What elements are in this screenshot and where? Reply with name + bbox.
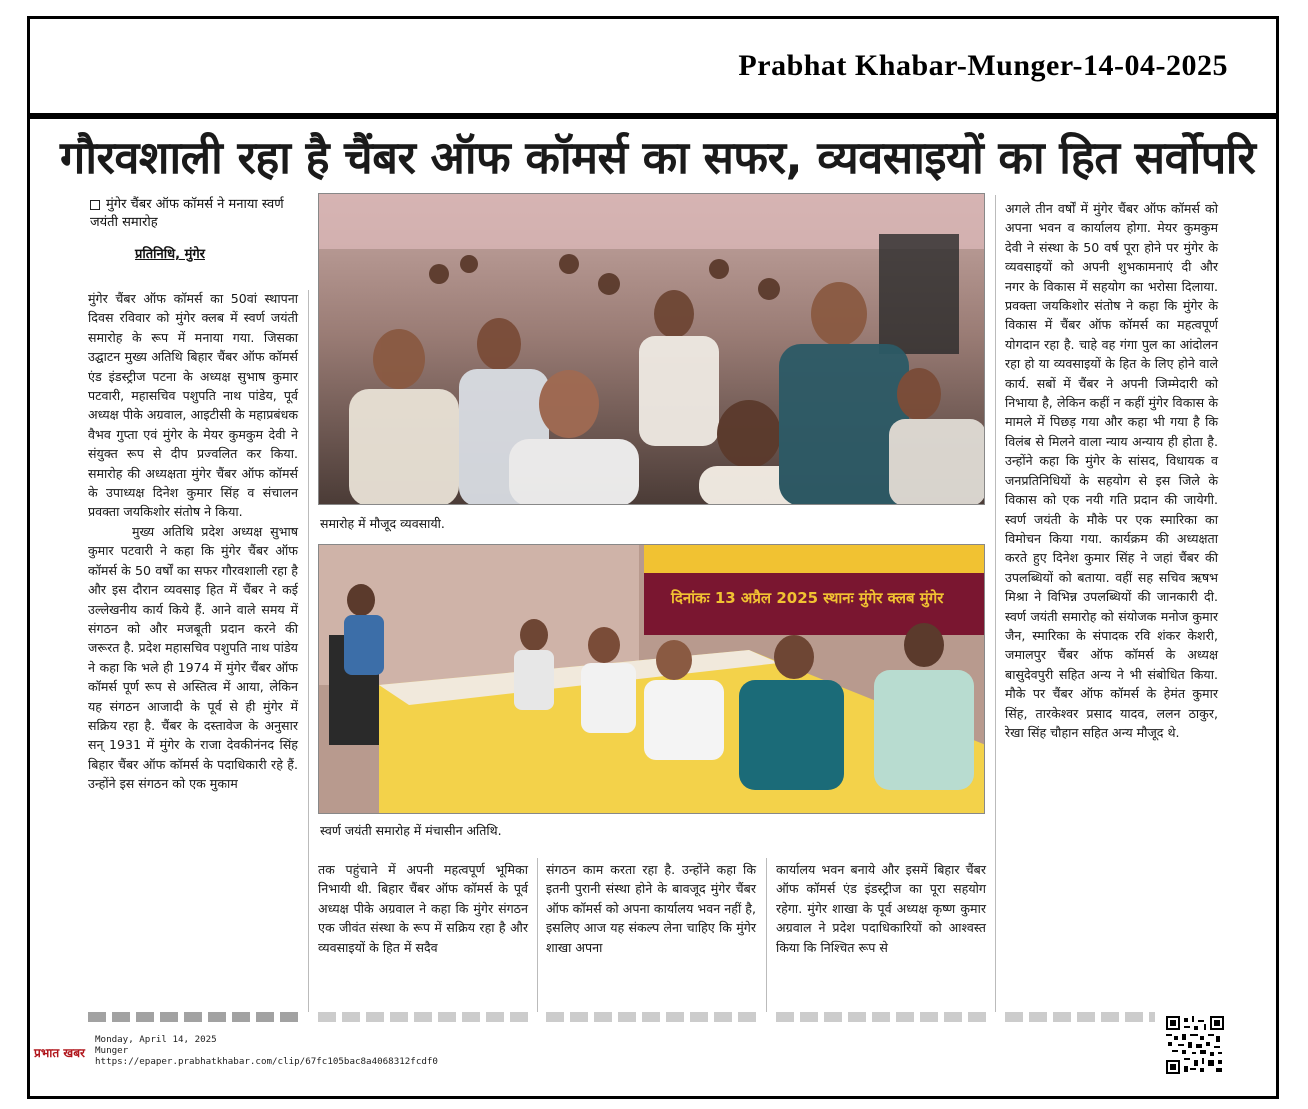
bottom-paragraph-3: कार्यालय भवन बनाये और इसमें बिहार चैंबर ऑफ कॉमर्स एंड इंडस्ट्रीज का पूरा सहयोग रहेगा. मुंगेर शाखा के पूर्व अध्यक्ष कृष्ण कुमार अग्रवाल ने प्रदेश पदाधिकारियों को आश्वस्त किया कि निश्चित रूप से — [776, 862, 986, 955]
clip-date: Monday, April 14, 2025 — [95, 1034, 217, 1045]
article-headline: गौरवशाली रहा है चैंबर ऑफ कॉमर्स का सफर, व्यवसाइयों का हित सर्वोपरि — [60, 131, 1256, 184]
clip-edition: Munger — [95, 1045, 129, 1056]
article-byline: प्रतिनिधि, मुंगेर — [135, 247, 205, 262]
left-paragraph-1: मुंगेर चैंबर ऑफ कॉमर्स का 50वां स्थापना दिवस रविवार को मुंगेर क्लब में स्वर्ण जयंती समारोह के रूप में मनाया गया. जिसका उद्घाटन मुख्य अतिथि बिहार चैंबर ऑफ कॉमर्स एंड इंडस्ट्रीज पटना के अध्यक्ष सुभाष कुमार पटवारी, महासचिव पशुपति नाथ पांडेय, पूर्व अध्यक्ष पीके अग्रवाल, आइटीसी के महाप्रबंधक वैभव गुप्ता एवं मुंगेर के मेयर कुमकुम देवी ने संयुक्त रूप से दीप प्रज्वलित कर किया. समारोह की अध्यक्षता मुंगेर चैंबर ऑफ कॉमर्स के उपाध्यक्ष दिनेश कुमार सिंह व संचालन प्रवक्ता जयकिशोर संतोष ने किया. — [88, 291, 298, 520]
photo-stage-caption: स्वर्ण जयंती समारोह में मंचासीन अतिथि. — [320, 823, 502, 838]
clipped-text-row-4 — [776, 1012, 986, 1022]
masthead — [27, 16, 1279, 119]
bottom-column-3 — [776, 860, 986, 957]
bottom-column-2 — [546, 860, 756, 957]
article-kicker — [90, 196, 305, 232]
photo-stage — [318, 544, 985, 814]
stage-banner-text: दिनांकः 13 अप्रैल 2025 स्थानः मुंगेर क्लब मुंगेर — [671, 589, 944, 607]
clipped-text-row-1 — [88, 1012, 298, 1022]
column-rule-2 — [995, 195, 996, 1012]
photo-audience-caption: समारोह में मौजूद व्यवसायी. — [320, 516, 445, 531]
prabhat-khabar-logo: प्रभात खबर — [34, 1046, 85, 1060]
bottom-paragraph-1: तक पहुंचाने में अपनी महत्वपूर्ण भूमिका निभायी थी. बिहार चैंबर ऑफ कॉमर्स के पूर्व अध्यक्ष पीके अग्रवाल ने कहा कि मुंगेर संगठन एक जीवंत संस्था के रूप में सक्रिय रहा है और व्यवसाइयों के हित में सदैव — [318, 862, 528, 955]
column-rule-3 — [537, 858, 538, 1012]
right-column — [1005, 199, 1218, 742]
qr-code-icon[interactable] — [1166, 1016, 1224, 1074]
photo-audience — [318, 193, 985, 505]
photo-stage-image — [319, 545, 985, 814]
clip-url[interactable]: https://epaper.prabhatkhabar.com/clip/67fc105bac8a4068312fcdf0 — [95, 1056, 438, 1067]
photo-audience-image — [319, 194, 985, 505]
kicker-text: मुंगेर चैंबर ऑफ कॉमर्स ने मनाया स्वर्ण जयंती समारोह — [90, 197, 284, 230]
right-paragraph: अगले तीन वर्षों में मुंगेर चैंबर ऑफ कॉमर्स को अपना भवन व कार्यालय होगा. मेयर कुमकुम देवी ने संस्था के 50 वर्ष पूरा होने पर मुंगेर के व्यवसाइयों को अपनी शुभकामनाएं दी और नगर के विकास में सहयोग का भरोसा दिलाया. प्रवक्ता जयकिशोर संतोष ने कहा कि मुंगेर के विकास में चैंबर ऑफ कॉमर्स का महत्वपूर्ण योगदान रहा है. चाहे वह गंगा पुल का आंदोलन रहा हो या व्यवसाइयों के हित के लिए होने वाले कार्य. सबों में चैंबर ने अपनी जिम्मेदारी को निभाया है, लेकिन कहीं न कहीं मुंगेर विकास के मामले में पिछड़ गया और कहा भी गया है कि विलंब से मिलने वाला न्याय अन्याय ही होता है. उन्होंने कहा कि मुंगेर के सांसद, विधायक व जनप्रतिनिधियों के सहयोग से इस जिले के विकास को एक नयी गति प्रदान की जायेगी. स्वर्ण जयंती के मौके पर एक स्मारिका का विमोचन किया गया. कार्यक्रम की अध्यक्षता करते हुए दिनेश कुमार सिंह ने जहां चैंबर की उपलब्धियों को बताया. वहीं सह सचिव ऋषभ मिश्रा ने विभिन्न उपलब्धियों की जानकारी दी. स्वर्ण जयंती समारोह को संयोजक मनोज कुमार जैन, स्मारिका के संपादक रवि शंकर केशरी, जमालपुर चैंबर ऑफ कॉमर्स के अध्यक्ष बासुदेवपुरी सहित अन्य ने भी संबोधित किया. मौके पर चैंबर ऑफ कॉमर्स के हेमंत कुमार सिंह, तारकेश्वर प्रसाद यादव, ललन ठाकुर, रेखा सिंह चौहान सहित अन्य मौजूद थे. — [1005, 201, 1218, 740]
clip-metadata — [95, 1034, 438, 1067]
left-column — [88, 289, 298, 794]
clipped-text-row-2 — [318, 1012, 528, 1022]
column-rule-1 — [308, 290, 309, 1012]
bottom-column-1 — [318, 860, 528, 957]
clipped-text-row-3 — [546, 1012, 756, 1022]
bottom-paragraph-2: संगठन काम करता रहा है. उन्होंने कहा कि इतनी पुरानी संस्था होने के बावजूद मुंगेर चैंबर ऑफ कॉमर्स को अपना कार्यालय भवन नहीं है, इसलिए आज यह संकल्प लेना चाहिए कि मुंगेर शाखा अपना — [546, 862, 756, 955]
clipped-text-row-5 — [1005, 1012, 1155, 1022]
left-paragraph-2: मुख्य अतिथि प्रदेश अध्यक्ष सुभाष कुमार पटवारी ने कहा कि मुंगेर चैंबर ऑफ कॉमर्स के 50 वर्षों का सफर गौरवशाली रहा है और इस दौरान व्यवसाइ हित में चैंबर ने कई उल्लेखनीय कार्य किये हैं. आने वाले समय में संगठन को और मजबूती प्रदान करने की जरूरत है. प्रदेश महासचिव पशुपति नाथ पांडेय ने कहा कि भले ही 1974 में मुंगेर चैंबर ऑफ कॉमर्स पूर्ण रूप से अस्तित्व में आया, लेकिन यह संगठन आजादी के पूर्व से ही मुंगेर में सक्रिय रहा है. चैंबर के दस्तावेज के अनुसार सन् 1931 में मुंगेर के राजा देवकीनंनद सिंह बिहार चैंबर ऑफ कॉमर्स के पदाधिकारी रहे हैं. उन्होंने इस संगठन को एक मुकाम — [88, 523, 298, 792]
checkbox-bullet-icon — [90, 200, 100, 210]
column-rule-4 — [766, 858, 767, 1012]
masthead-title: Prabhat Khabar-Munger-14-04-2025 — [738, 49, 1228, 82]
